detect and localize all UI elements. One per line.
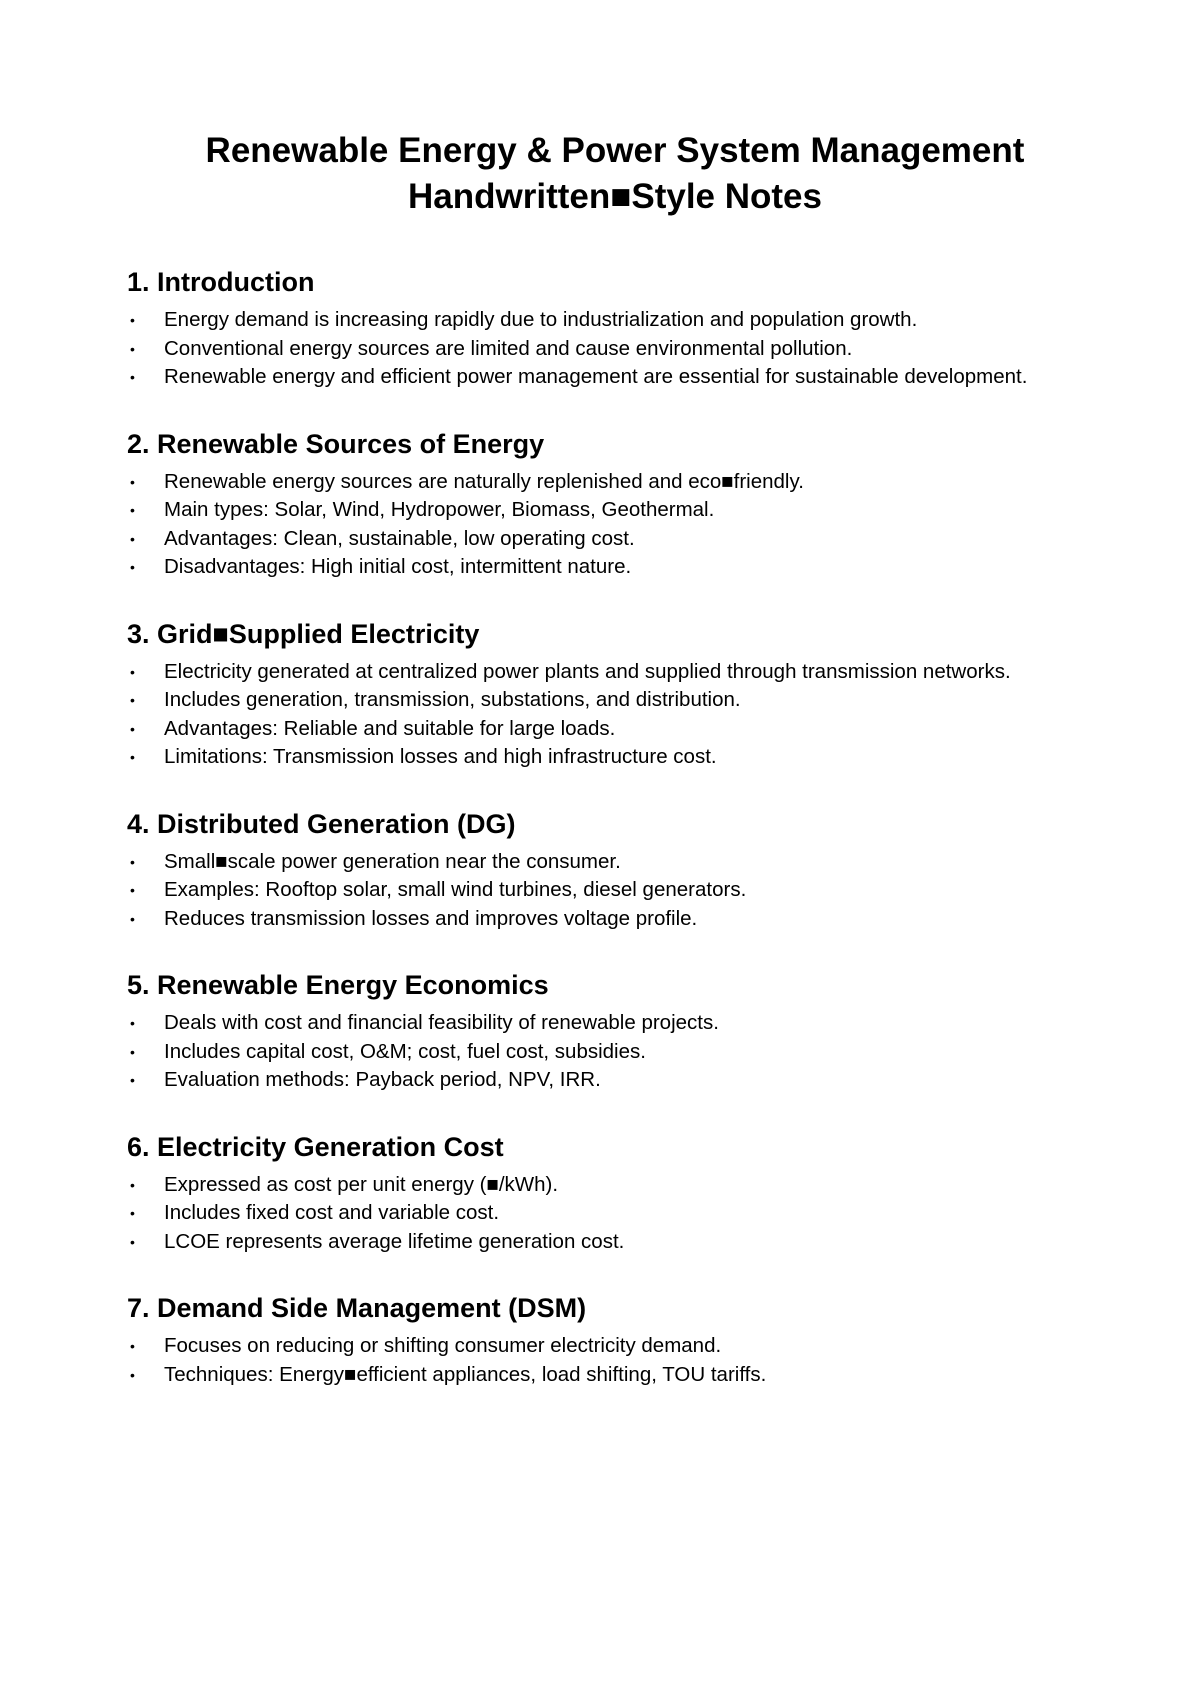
list-item xyxy=(127,335,1044,364)
bullet-dot-icon: • xyxy=(130,369,135,385)
list-item xyxy=(127,553,1044,582)
bullet-text: Includes generation, transmission, substations, and distribution. xyxy=(164,688,741,711)
bullet-text: Evaluation methods: Payback period, NPV, IRR. xyxy=(164,1068,601,1091)
bullet-dot-icon: • xyxy=(130,853,135,870)
list-item xyxy=(127,496,1044,525)
bullet-text: Renewable energy sources are naturally replenished and eco■friendly. xyxy=(164,469,804,493)
bullet-dot-icon: • xyxy=(130,559,135,575)
list-item xyxy=(127,1171,1044,1200)
bullet-text: Includes capital cost, O&M; cost, fuel cost, subsidies. xyxy=(164,1039,646,1063)
bullet-list xyxy=(127,1009,1080,1095)
sections-container xyxy=(127,262,1080,1389)
document-title-block xyxy=(127,0,1080,220)
bullet-dot-icon: • xyxy=(130,1338,135,1354)
section-2 xyxy=(127,424,1080,582)
bullet-text: Limitations: Transmission losses and high infrastructure cost. xyxy=(164,745,717,768)
bullet-dot-icon: • xyxy=(130,1043,135,1060)
bullet-text: Examples: Rooftop solar, small wind turbines, diesel generators. xyxy=(164,878,747,901)
list-item xyxy=(127,363,1044,392)
bullet-dot-icon: • xyxy=(130,720,135,737)
list-item xyxy=(127,1066,1044,1095)
bullet-list xyxy=(127,848,1080,934)
bullet-dot-icon: • xyxy=(130,312,135,328)
bullet-dot-icon: • xyxy=(130,530,135,547)
list-item xyxy=(127,715,1044,744)
list-item xyxy=(127,1361,1044,1390)
list-item xyxy=(127,306,1044,335)
bullet-list xyxy=(127,1171,1080,1257)
bullet-text: Energy demand is increasing rapidly due to industrialization and population growth. xyxy=(164,308,918,331)
bullet-text: Advantages: Clean, sustainable, low operating cost. xyxy=(164,526,635,550)
list-item xyxy=(127,876,1044,905)
list-item xyxy=(127,1199,1044,1228)
list-item xyxy=(127,1038,1044,1067)
list-item xyxy=(127,743,1044,772)
bullet-text: Small■scale power generation near the consumer. xyxy=(164,849,621,873)
title-line-2: Handwritten■Style Notes xyxy=(408,177,822,216)
list-item xyxy=(127,525,1044,554)
bullet-dot-icon: • xyxy=(130,663,135,680)
section-heading: 5. Renewable Energy Economics xyxy=(127,970,549,1000)
bullet-dot-icon: • xyxy=(130,910,135,927)
bullet-dot-icon: • xyxy=(130,692,135,708)
list-item xyxy=(127,686,1044,715)
bullet-dot-icon: • xyxy=(130,749,135,765)
bullet-dot-icon: • xyxy=(130,502,135,518)
bullet-text: LCOE represents average lifetime generation cost. xyxy=(164,1229,625,1253)
bullet-dot-icon: • xyxy=(130,1072,135,1088)
section-heading: 3. Grid■Supplied Electricity xyxy=(127,618,480,649)
title-line-1: Renewable Energy & Power System Management xyxy=(205,131,1025,170)
bullet-text: Advantages: Reliable and suitable for large loads. xyxy=(164,716,616,740)
bullet-text: Expressed as cost per unit energy (■/kWh). xyxy=(164,1172,559,1196)
section-heading: 6. Electricity Generation Cost xyxy=(127,1131,504,1162)
bullet-list xyxy=(127,658,1080,772)
bullet-list xyxy=(127,1332,1080,1389)
bullet-text: Renewable energy and efficient power management are essential for sustainable development. xyxy=(164,365,1028,388)
bullet-list xyxy=(127,306,1080,392)
section-7 xyxy=(127,1288,1080,1389)
section-5 xyxy=(127,965,1080,1095)
list-item xyxy=(127,905,1044,934)
bullet-list xyxy=(127,468,1080,582)
bullet-text: Electricity generated at centralized power plants and supplied through transmission networks. xyxy=(164,659,1011,683)
section-1 xyxy=(127,262,1080,392)
bullet-dot-icon: • xyxy=(130,473,135,490)
bullet-text: Techniques: Energy■efficient appliances, load shifting, TOU tariffs. xyxy=(164,1362,767,1386)
section-heading: 1. Introduction xyxy=(127,267,315,297)
document-title xyxy=(127,0,1080,220)
list-item xyxy=(127,468,1044,497)
bullet-text: Main types: Solar, Wind, Hydropower, Biomass, Geothermal. xyxy=(164,498,715,521)
bullet-text: Deals with cost and financial feasibility of renewable projects. xyxy=(164,1011,719,1034)
section-heading: 2. Renewable Sources of Energy xyxy=(127,428,545,459)
section-heading: 7. Demand Side Management (DSM) xyxy=(127,1293,587,1323)
bullet-text: Reduces transmission losses and improves voltage profile. xyxy=(164,906,698,930)
list-item xyxy=(127,658,1044,687)
bullet-dot-icon: • xyxy=(130,1015,135,1031)
section-heading: 4. Distributed Generation (DG) xyxy=(127,808,516,839)
bullet-dot-icon: • xyxy=(130,1176,135,1193)
section-6 xyxy=(127,1127,1080,1257)
bullet-dot-icon: • xyxy=(130,882,135,898)
bullet-text: Includes fixed cost and variable cost. xyxy=(164,1201,500,1224)
bullet-text: Focuses on reducing or shifting consumer electricity demand. xyxy=(164,1334,722,1357)
list-item xyxy=(127,1332,1044,1361)
bullet-dot-icon: • xyxy=(130,1366,135,1383)
section-3 xyxy=(127,614,1080,772)
bullet-text: Conventional energy sources are limited and cause environmental pollution. xyxy=(164,336,853,360)
list-item xyxy=(127,848,1044,877)
bullet-dot-icon: • xyxy=(130,1205,135,1221)
bullet-dot-icon: • xyxy=(130,340,135,357)
bullet-text: Disadvantages: High initial cost, intermittent nature. xyxy=(164,555,632,578)
bullet-dot-icon: • xyxy=(130,1233,135,1250)
list-item xyxy=(127,1009,1044,1038)
list-item xyxy=(127,1228,1044,1257)
section-4 xyxy=(127,804,1080,934)
